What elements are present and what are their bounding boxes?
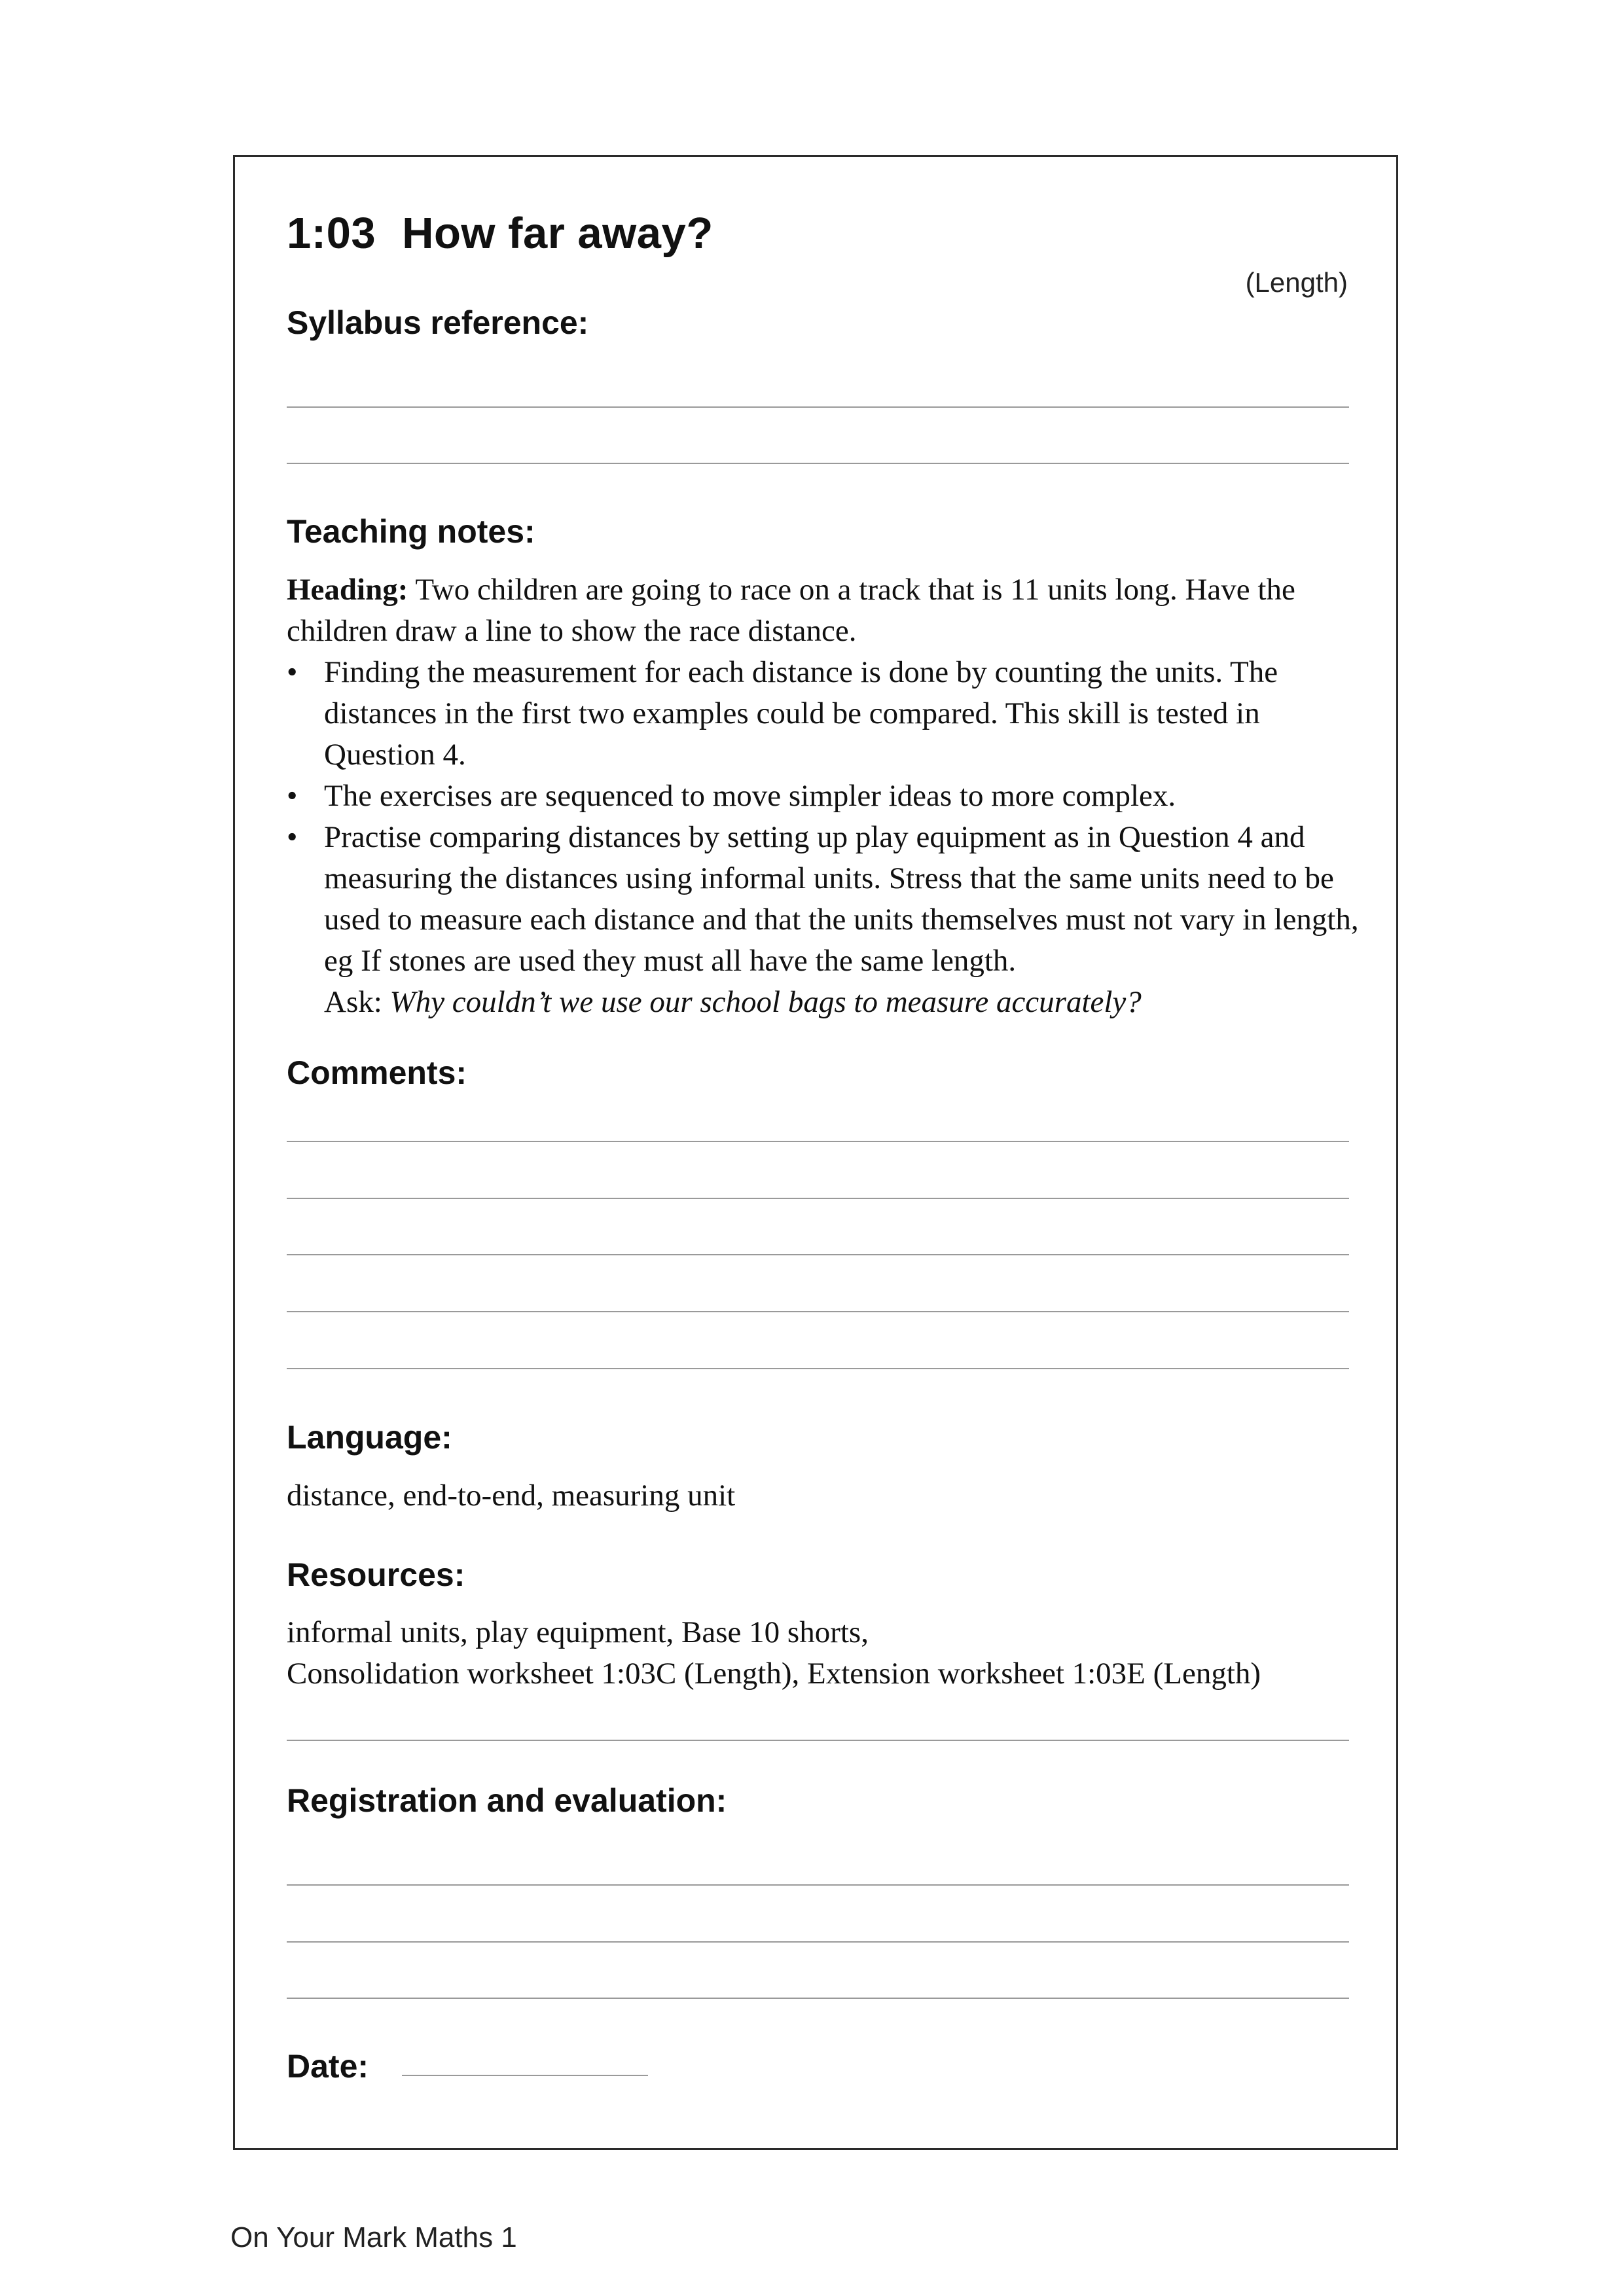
teaching-note-text: Practise comparing distances by setting up play equipment as in Question 4 and measuring the distances using informal units. Stress that the same units need to be used to measure each distance and that the units themselves must not vary in length, eg If stones are used they must all have the same length. [324,820,1359,978]
resources-text [287,1612,1261,1695]
strand-label: (Length) [1245,267,1348,298]
syllabus-write-line-2[interactable] [287,463,1349,464]
registration-write-line-3[interactable] [287,1998,1349,1999]
teaching-notes-list [287,652,1360,1023]
resources-write-line[interactable] [287,1740,1349,1741]
registration-write-line-2[interactable] [287,1941,1349,1943]
teaching-notes-heading: Teaching notes: [287,513,535,550]
teaching-note-bullet: • Finding the measurement for each distance is done by counting the units. The distances in the first two examples could be compared. This skill is tested in Question 4. [287,652,1360,776]
resources-line: Consolidation worksheet 1:03C (Length), Extension worksheet 1:03E (Length) [287,1657,1261,1691]
comments-write-line-4[interactable] [287,1311,1349,1312]
syllabus-write-line-1[interactable] [287,406,1349,408]
registration-write-line-1[interactable] [287,1884,1349,1886]
footer-book-title: On Your Mark Maths 1 [230,2221,517,2253]
worksheet-frame [233,155,1398,2150]
lead-text: Two children are going to race on a track that is 11 units long. Have the children draw a line to show the race distance. [287,573,1295,648]
registration-heading: Registration and evaluation: [287,1782,727,1819]
teaching-note-bullet: • The exercises are sequenced to move simpler ideas to more complex. [287,776,1360,817]
ask-label: Ask: [324,985,390,1019]
comments-write-line-1[interactable] [287,1141,1349,1142]
lesson-title-text: How far away? [402,209,713,258]
language-heading: Language: [287,1419,452,1456]
date-write-line[interactable] [402,2075,648,2076]
lead-label: Heading: [287,573,408,607]
teaching-note-bullet [287,817,1360,1023]
ask-question: Why couldn’t we use our school bags to measure accurately? [389,985,1142,1019]
syllabus-heading: Syllabus reference: [287,304,589,341]
lesson-number: 1:03 [287,209,376,258]
comments-heading: Comments: [287,1054,467,1091]
lesson-title [287,208,713,259]
comments-write-line-3[interactable] [287,1254,1349,1255]
comments-write-line-5[interactable] [287,1368,1349,1369]
date-heading: Date: [287,2048,369,2085]
language-text: distance, end-to-end, measuring unit [287,1479,736,1513]
resources-heading: Resources: [287,1556,465,1593]
teaching-notes-body [287,569,1360,1023]
comments-write-line-2[interactable] [287,1198,1349,1199]
resources-line: informal units, play equipment, Base 10 shorts, [287,1615,869,1649]
teaching-notes-lead [287,569,1360,652]
